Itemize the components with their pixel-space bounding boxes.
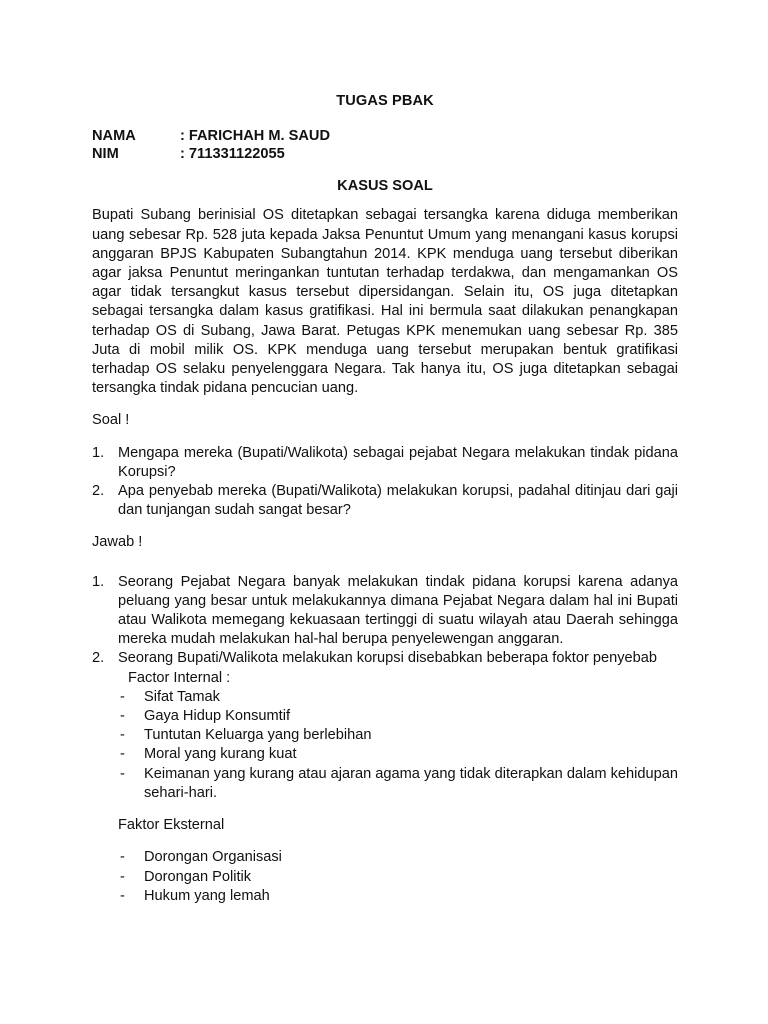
internal-factor-item <box>92 726 678 745</box>
bullet-dash: - <box>120 727 125 744</box>
answer-text: Seorang Bupati/Walikota melakukan korupsi disebabkan beberapa foktor penyebab <box>118 650 657 667</box>
document-title: TUGAS PBAK <box>336 93 434 109</box>
internal-factor-item <box>92 745 678 764</box>
external-factor-text: Dorongan Politik <box>144 868 252 885</box>
internal-factor-text: Keimanan yang kurang atau ajaran agama yang tidak diterapkan dalam kehidupan sehari-hari. <box>144 765 678 801</box>
external-factor-text: Dorongan Organisasi <box>144 849 282 866</box>
question-number: 2. <box>92 483 105 500</box>
internal-factor-text: Tuntutan Keluarga yang berlebihan <box>144 727 372 744</box>
identity-value: : 711331122055 <box>180 146 285 163</box>
bullet-dash: - <box>120 708 125 725</box>
question-text: Apa penyebab mereka (Bupati/Walikota) melakukan korupsi, padahal ditinjau dari gaji dan tunjangan sudah sangat besar? <box>118 483 678 519</box>
questions-list <box>92 444 678 521</box>
external-factor-text: Hukum yang lemah <box>144 887 270 904</box>
bullet-dash: - <box>120 688 125 705</box>
question-text: Mengapa mereka (Bupati/Walikota) sebagai pejabat Negara melakukan tindak pidana Korupsi? <box>118 444 678 480</box>
answer-number: 1. <box>92 573 105 590</box>
answer-text: Seorang Pejabat Negara banyak melakukan tindak pidana korupsi karena adanya peluang yang besar untuk melakukannya dimana Pejabat Negara dalam hal ini Bupati atau Walikota memegang kekuasaan tertinggi di suatu wilayah atau Daerah sehingga mereka mudah melakukan hal-hal berupa penyelewengan anggaran. <box>118 573 678 648</box>
bullet-dash: - <box>120 765 125 782</box>
internal-factor-item <box>92 688 678 707</box>
internal-factor-text: Sifat Tamak <box>144 688 220 705</box>
case-title: KASUS SOAL <box>337 178 433 195</box>
answers-heading: Jawab ! <box>92 534 143 551</box>
internal-factor-item <box>92 765 678 803</box>
internal-factor-text: Moral yang kurang kuat <box>144 746 297 763</box>
identity-row-name <box>92 127 678 145</box>
case-paragraph: Bupati Subang berinisial OS ditetapkan sebagai tersangka karena diduga memberikan uang sebesar Rp. 528 juta kepada Jaksa Penuntut Umum yang menangani kasus korupsi anggaran BPJS Kabupaten Subangtahun 2014. KPK menduga uang tersebut diberikan agar jaksa Penuntut meringankan tuntutan terhadap terdakwa, dan mengamankan OS agar tidak tersangkut kasus tersebut dipersidangan. Selain itu, OS juga ditetapkan sebagai tersangka dalam kasus gratifikasi. Hal ini bermula saat dilakukan penangkapan terhadap OS di Subang, Jawa Barat. Petugas KPK menemukan uang sebesar Rp. 385 Juta di mobil milik OS. KPK menduga uang tersebut merupakan bentuk gratifikasi terhadap OS selaku penyelenggara Negara. Tak hanya itu, OS juga ditetapkan sebagai tersangka tindak pidana pencucian uang. <box>92 207 678 397</box>
external-factor-heading: Faktor Eksternal <box>118 817 225 834</box>
questions-heading: Soal ! <box>92 412 130 429</box>
internal-factor-heading: Factor Internal : <box>128 669 231 686</box>
identity-label: NAMA <box>92 128 136 145</box>
answer-number: 2. <box>92 650 105 667</box>
identity-label: NIM <box>92 146 119 163</box>
answer-item <box>92 649 678 668</box>
bullet-dash: - <box>120 887 125 904</box>
question-number: 1. <box>92 444 105 461</box>
answer-item <box>92 573 678 650</box>
external-factor-item <box>92 868 678 887</box>
answers-list <box>92 573 678 669</box>
question-item <box>92 482 678 520</box>
bullet-dash: - <box>120 746 125 763</box>
bullet-dash: - <box>120 849 125 866</box>
internal-factor-item <box>92 707 678 726</box>
identity-row-nim <box>92 145 678 163</box>
document-content <box>92 92 678 906</box>
internal-factor-list <box>92 688 678 803</box>
external-factor-list <box>92 848 678 906</box>
external-factor-item <box>92 887 678 906</box>
internal-factor-text: Gaya Hidup Konsumtif <box>144 708 291 725</box>
question-item <box>92 444 678 482</box>
external-factor-item <box>92 848 678 867</box>
bullet-dash: - <box>120 868 125 885</box>
identity-value: : FARICHAH M. SAUD <box>180 128 330 145</box>
